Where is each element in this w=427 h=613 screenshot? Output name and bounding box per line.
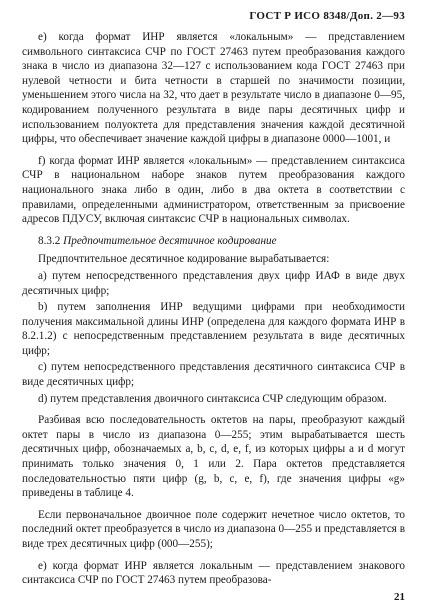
paragraph-e-local-symbolic: е) когда формат ИНР является «локальным» — представлением символьного синтаксиса СЧР по ГОСТ 27463 путем преобразования каждого знака в число из диапазона 32—127 с использованием кода ГОСТ 27463 при нулевой четности и бита четности в старшей по значимости позиции, уменьшением этого числа на 32, что дает в результате число в диапазоне 0—95, кодированием полученного результата в виде пары десятичных цифр и использованием полуоктета для представления значения каждой десятичной цифры, что обеспечивает значение каждой цифры в диапазоне 0000—1001, и: [22, 31, 405, 146]
list-item-c: с) путем непосредственного представления десятичного синтаксиса СЧР в виде десятичных цифр;: [22, 361, 405, 389]
document-header: ГОСТ Р ИСО 8348/Доп. 2—93: [249, 10, 405, 22]
paragraph-odd-octets: Если первоначальное двоичное поле содержит нечетное число октетов, то последний октет преобразуется в число из диапазона 0—255 и представляется в виде трех десятичных цифр (000—255);: [22, 508, 405, 550]
list-item-d: d) путем представления двоичного синтаксиса СЧР следующим образом.: [38, 392, 387, 405]
list-intro: Предпочтительное десятичное кодирование вырабатывается:: [38, 253, 330, 266]
paragraph-e-local-char: е) когда формат ИНР является локальным — представлением знакового синтаксиса СЧР по ГОСТ 27463 путем преобразова-: [22, 559, 405, 587]
paragraph-f-local-national: f) когда формат ИНР является «локальным» — представлением синтаксиса СЧР в национальном наборе знаков путем преобразования каждого национального знака либо в один, либо в два октета в соответствии с правилами, определенными администратором, ответственным за присвоение адресов ПДУСУ, включая синтаксис СЧР в национальных символах.: [22, 154, 405, 226]
document-body: [22, 30, 405, 595]
paragraph-octet-pairs: Разбивая всю последовательность октетов на пары, преобразуют каждый октет пары в число из диапазона 0—255; этим вырабатывается шесть десятичных цифр, обозначаемых a, b, c, d, e, f, из которых цифры a и d могут принимать только значения 0, 1 или 2. Пара октетов представляется последовательностью пяти цифр (g, b, c, e, f), где значения цифры «g» приведены в таблице 4.: [22, 414, 405, 500]
list-item-b: b) путем заполнения ИНР ведущими цифрами при необходимости получения максимальной длины ИНР (определена для каждого формата ИНР в 8.2.1.2) с непосредственным представлением результата в виде десятичных цифр;: [22, 301, 405, 357]
section-number: 8.3.2: [38, 234, 61, 247]
page-number: 21: [394, 591, 405, 603]
section-title: Предпочтительное десятичное кодирование: [63, 234, 277, 247]
list-item-a: а) путем непосредственного представления двух цифр ИАФ в виде двух десятичных цифр;: [22, 269, 405, 297]
section-heading: [22, 234, 405, 249]
